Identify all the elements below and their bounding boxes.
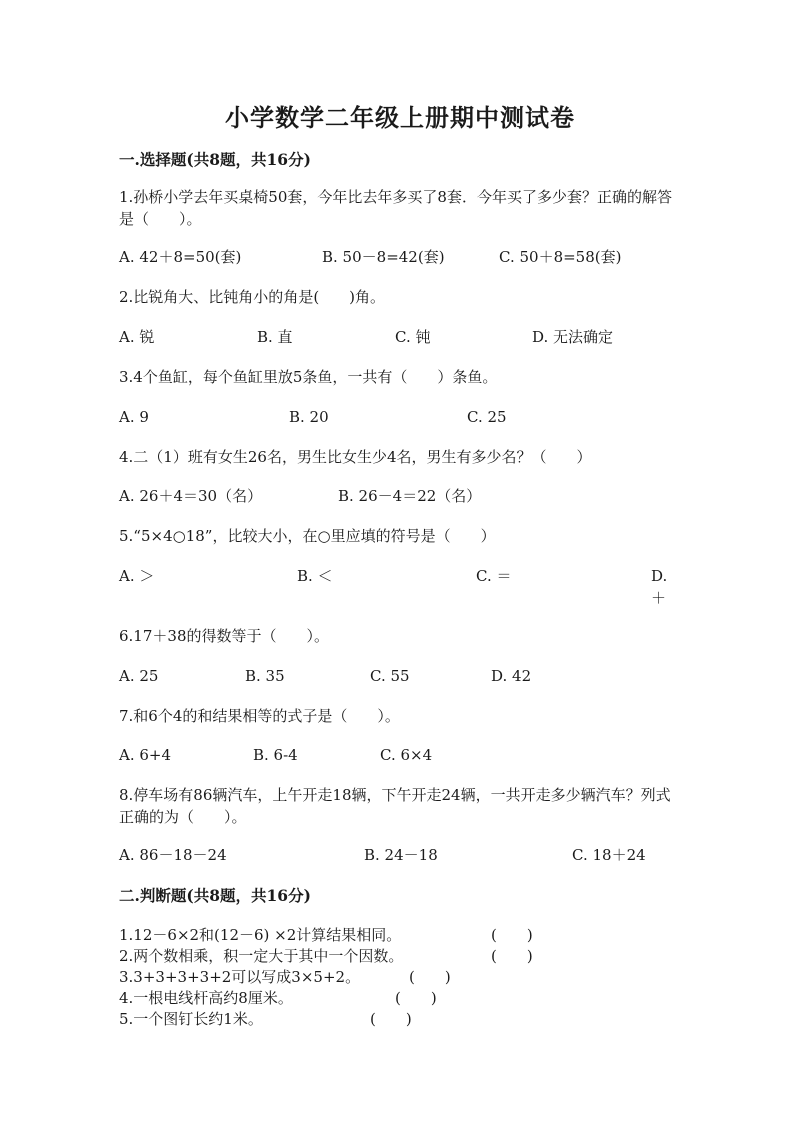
answer-blank[interactable]: ( ) [409,968,451,986]
judgment-text: 1.12－6×2和(12－6) ×2计算结果相同。 [119,926,402,944]
section-heading-choice: 一.选择题(共8题，共16分) [119,150,311,169]
option-a[interactable]: A. ＞ [119,567,155,585]
option-b[interactable]: B. 直 [257,328,293,346]
option-a[interactable]: A. 86－18－24 [119,846,227,864]
judgment-text: 3.3+3+3+3+2可以写成3×5+2。 [119,968,361,986]
option-b[interactable]: B. 20 [289,408,329,426]
options-q7 [119,744,679,766]
option-d[interactable] [651,565,679,609]
options-q1 [119,246,679,268]
judgment-item [119,987,679,1009]
judgment-text: 2.两个数相乘，积一定大于其中一个因数。 [119,947,404,965]
options-q3 [119,406,679,428]
question-1: 1.孙桥小学去年买桌椅50套，今年比去年多买了8套．今年买了多少套？正确的解答是（ ）。 [119,188,672,228]
option-d-text: D. ＋ [651,567,668,607]
answer-blank[interactable]: ( ) [395,989,437,1007]
question-8: 8.停车场有86辆汽车，上午开走18辆，下午开走24辆，一共开走多少辆汽车？列式正确的为（ ）。 [119,786,671,826]
option-b[interactable]: B. 6-4 [253,746,298,764]
option-a[interactable]: A. 锐 [119,328,155,346]
option-d[interactable]: D. 42 [491,667,532,685]
options-q2 [119,326,679,348]
question-4: 4.二（1）班有女生26名，男生比女生少4名，男生有多少名？（ ） [119,448,592,466]
answer-blank[interactable]: ( ) [491,947,533,965]
option-b[interactable]: B. ＜ [297,567,333,585]
option-b[interactable]: B. 50－8=42(套) [322,248,445,266]
option-a[interactable]: A. 6+4 [119,746,172,764]
option-c[interactable]: C. ＝ [476,567,512,585]
question-3: 3.4个鱼缸，每个鱼缸里放5条鱼，一共有（ ）条鱼。 [119,368,498,386]
judgment-item [119,924,679,946]
question-6: 6.17＋38的得数等于（ ）。 [119,627,329,645]
judgment-item [119,966,679,988]
option-c[interactable]: C. 钝 [395,328,431,346]
option-a[interactable]: A. 25 [119,667,159,685]
option-a[interactable]: A. 42＋8=50(套) [119,248,242,266]
page-title: 小学数学二年级上册期中测试卷 [225,103,575,132]
question-2: 2.比锐角大、比钝角小的角是( )角。 [119,288,386,306]
options-q5 [119,565,679,607]
options-q8 [119,844,679,866]
answer-blank[interactable]: ( ) [491,926,533,944]
option-b[interactable]: B. 24－18 [364,846,438,864]
question-5: 5.“5×4○18”，比较大小，在○里应填的符号是（ ） [119,527,496,545]
option-a[interactable]: A. 9 [119,408,149,426]
option-d[interactable]: D. 无法确定 [532,328,614,346]
answer-blank[interactable]: ( ) [370,1010,412,1028]
options-q4 [119,485,679,507]
option-b[interactable]: B. 35 [245,667,285,685]
option-b[interactable]: B. 26－4＝22（名） [338,487,482,505]
section-heading-judgment: 二.判断题(共8题，共16分) [119,886,311,905]
option-c[interactable]: C. 6×4 [380,746,433,764]
option-a[interactable]: A. 26＋4＝30（名） [119,487,263,505]
option-c[interactable]: C. 25 [467,408,507,426]
judgment-item [119,945,679,967]
option-c[interactable]: C. 18＋24 [572,846,646,864]
option-c[interactable]: C. 50＋8=58(套) [499,248,622,266]
option-c[interactable]: C. 55 [370,667,410,685]
judgment-text: 4.一根电线杆高约8厘米。 [119,989,293,1007]
judgment-item [119,1008,679,1030]
question-7: 7.和6个4的和结果相等的式子是（ ）。 [119,707,400,725]
judgment-text: 5.一个图钉长约1米。 [119,1010,263,1028]
options-q6 [119,665,679,687]
